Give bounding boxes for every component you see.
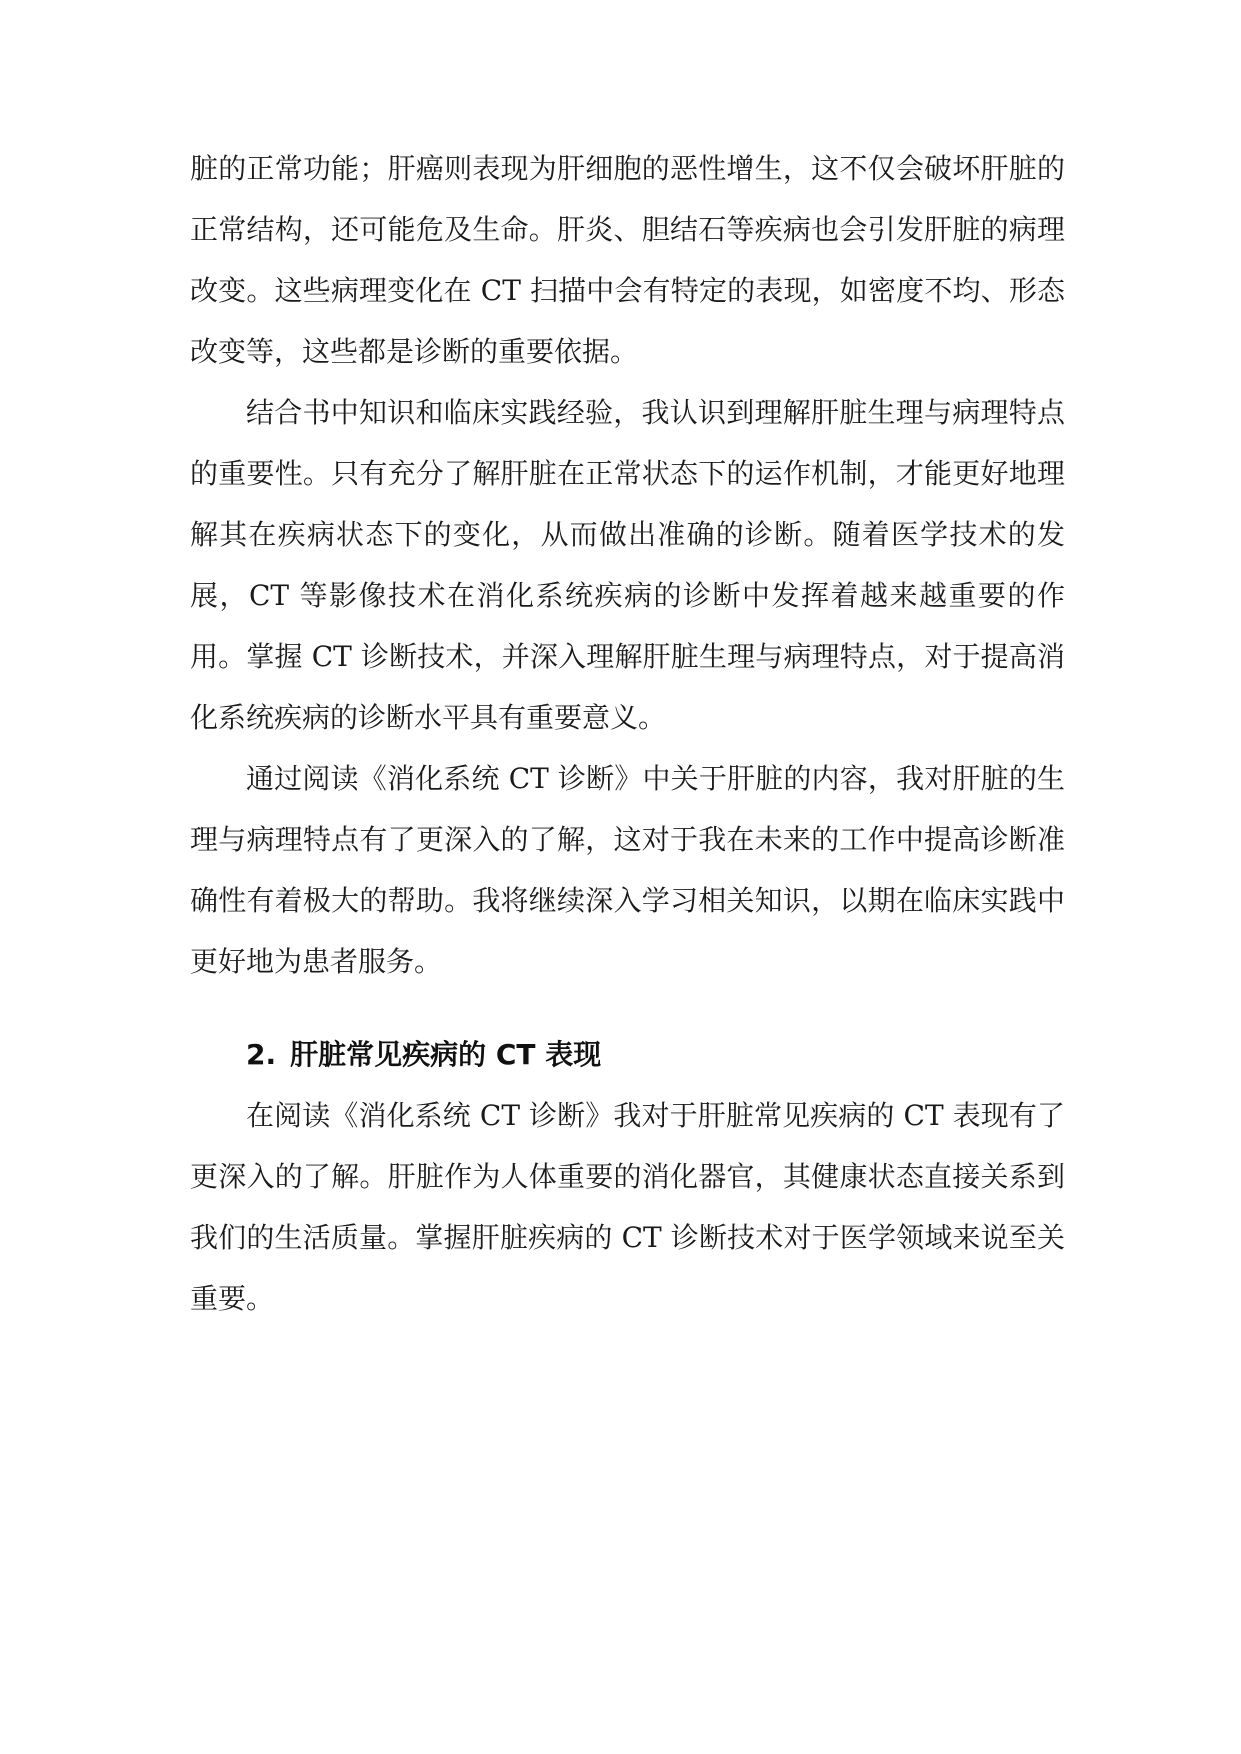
section-number: 2. [246,1038,277,1071]
section-heading [190,1024,1065,1085]
paragraph-understanding: 结合书中知识和临床实践经验，我认识到理解肝脏生理与病理特点的重要性。只有充分了解肝脏在正常状态下的运作机制，才能更好地理解其在疾病状态下的变化，从而做出准确的诊断。随着医学技术的发展，CT 等影像技术在消化系统疾病的诊断中发挥着越来越重要的作用。掌握 CT 诊断技术，并深入理解肝脏生理与病理特点，对于提高消化系统疾病的诊断水平具有重要意义。 [190,396,1065,734]
paragraph-section-intro: 在阅读《消化系统 CT 诊断》我对于肝脏常见疾病的 CT 表现有了更深入的了解。肝脏作为人体重要的消化器官，其健康状态直接关系到我们的生活质量。掌握肝脏疾病的 CT 诊断技术对于医学领域来说至关重要。 [190,1099,1065,1315]
section-title: 肝脏常见疾病的 CT 表现 [290,1038,602,1071]
paragraph-continuation: 脏的正常功能；肝癌则表现为肝细胞的恶性增生，这不仅会破坏肝脏的正常结构，还可能危及生命。肝炎、胆结石等疾病也会引发肝脏的病理改变。这些病理变化在 CT 扫描中会有特定的表现，如密度不均、形态改变等，这些都是诊断的重要依据。 [190,152,1065,368]
document-body [190,138,1065,1329]
paragraph-reading-summary: 通过阅读《消化系统 CT 诊断》中关于肝脏的内容，我对肝脏的生理与病理特点有了更深入的了解，这对于我在未来的工作中提高诊断准确性有着极大的帮助。我将继续深入学习相关知识，以期在临床实践中更好地为患者服务。 [190,762,1065,978]
